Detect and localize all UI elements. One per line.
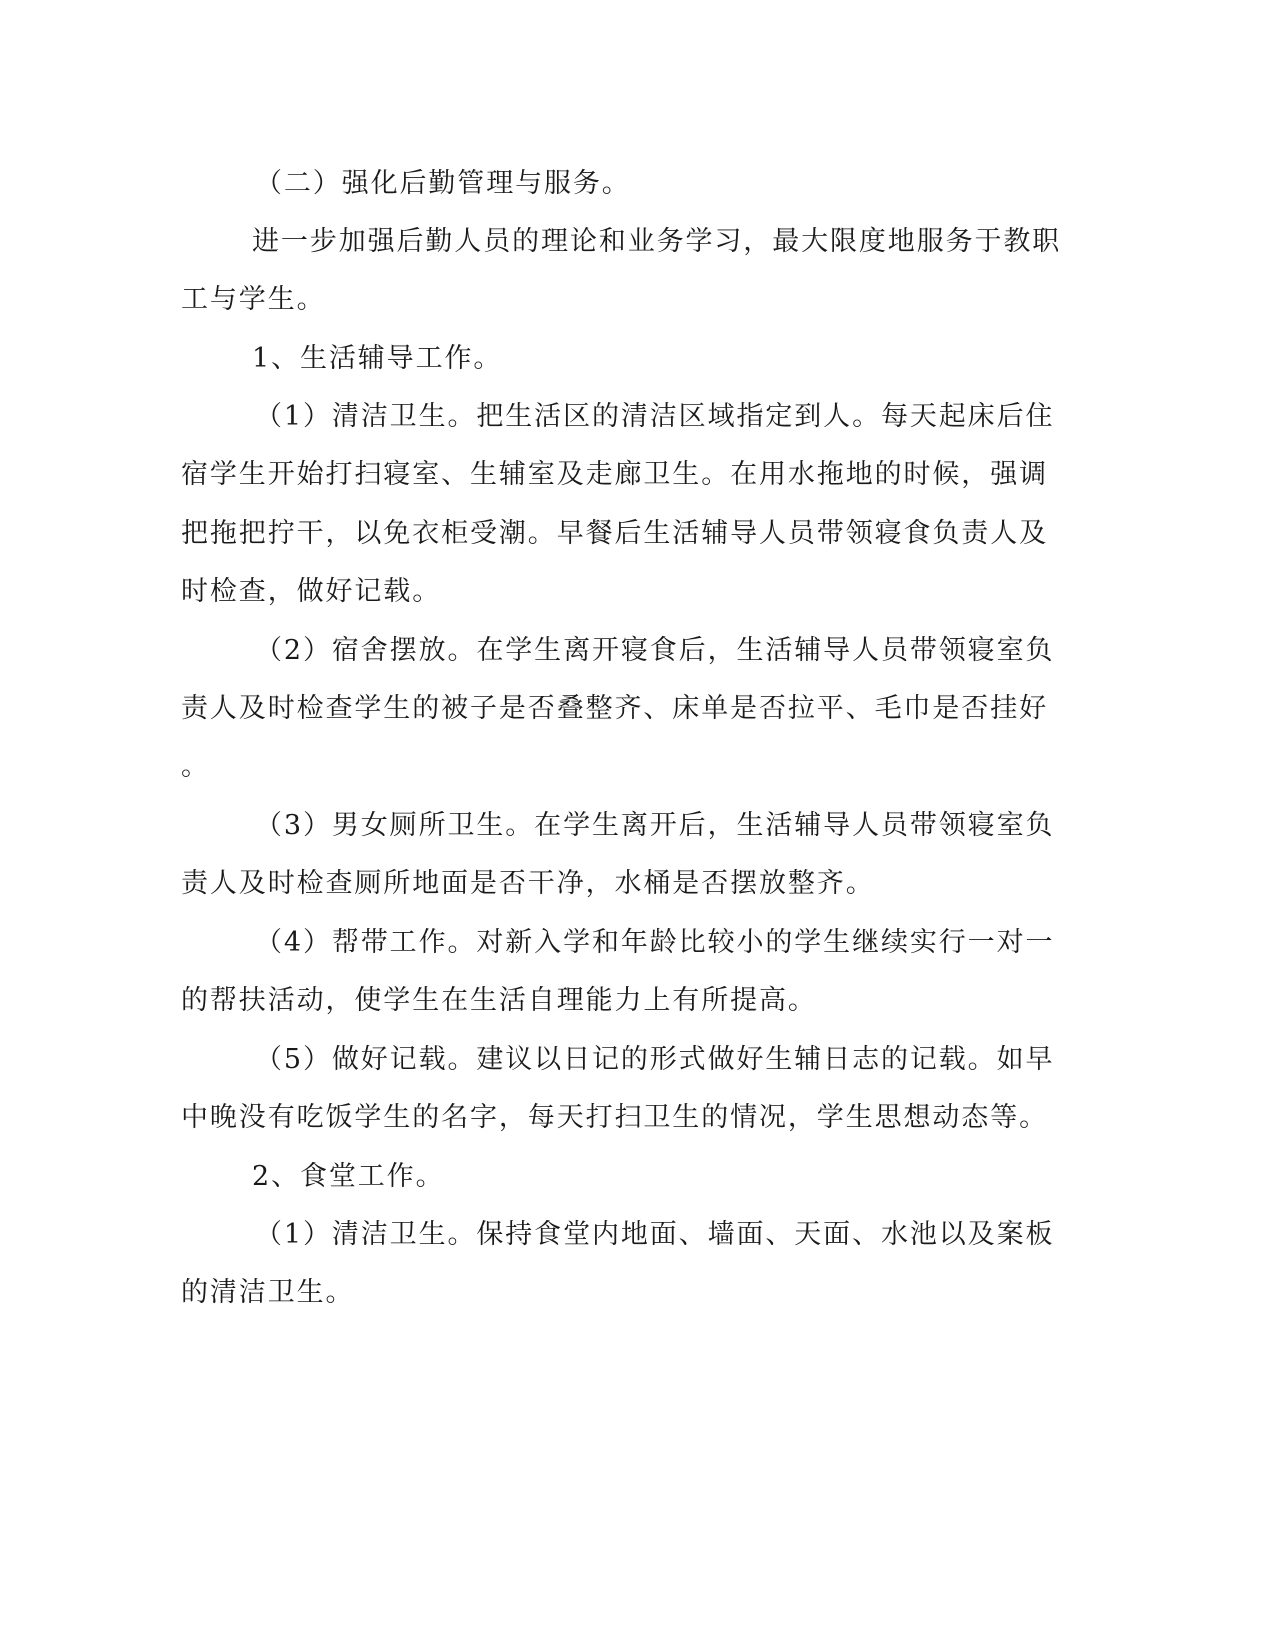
paragraph-line: （1）清洁卫生。保持食堂内地面、墙面、天面、水池以及案板 xyxy=(255,1219,1055,1250)
paragraph-line: 宿学生开始打扫寝室、生辅室及走廊卫生。在用水拖地的时候，强调 xyxy=(181,459,1048,490)
subsection-heading: 1、生活辅导工作。 xyxy=(252,343,503,374)
paragraph-line: 把拖把拧干，以免衣柜受潮。早餐后生活辅导人员带领寝食负责人及 xyxy=(181,518,1048,549)
paragraph-line: （1）清洁卫生。把生活区的清洁区域指定到人。每天起床后住 xyxy=(255,401,1055,432)
subsection-heading: 2、食堂工作。 xyxy=(252,1161,445,1192)
paragraph-line: 时检查，做好记载。 xyxy=(181,576,442,607)
paragraph-line: 责人及时检查厕所地面是否干净，水桶是否摆放整齐。 xyxy=(181,868,875,899)
paragraph-line: （2）宿舍摆放。在学生离开寝食后，生活辅导人员带领寝室负 xyxy=(255,635,1055,666)
paragraph-line: 中晚没有吃饭学生的名字，每天打扫卫生的情况，学生思想动态等。 xyxy=(181,1102,1048,1133)
paragraph-line: 的清洁卫生。 xyxy=(181,1277,355,1308)
paragraph-line: （3）男女厕所卫生。在学生离开后，生活辅导人员带领寝室负 xyxy=(255,810,1055,841)
paragraph-line: 的帮扶活动，使学生在生活自理能力上有所提高。 xyxy=(181,985,817,1016)
paragraph-line: 责人及时检查学生的被子是否叠整齐、床单是否拉平、毛巾是否挂好 xyxy=(181,693,1048,724)
paragraph-line: （4）帮带工作。对新入学和年龄比较小的学生继续实行一对一 xyxy=(255,927,1055,958)
paragraph-line: 。 xyxy=(181,751,210,782)
section-heading: （二）强化后勤管理与服务。 xyxy=(255,168,631,199)
paragraph-line: 进一步加强后勤人员的理论和业务学习，最大限度地服务于教职 xyxy=(252,226,1062,257)
paragraph-line: （5）做好记载。建议以日记的形式做好生辅日志的记载。如早 xyxy=(255,1044,1055,1075)
paragraph-line: 工与学生。 xyxy=(181,284,326,315)
